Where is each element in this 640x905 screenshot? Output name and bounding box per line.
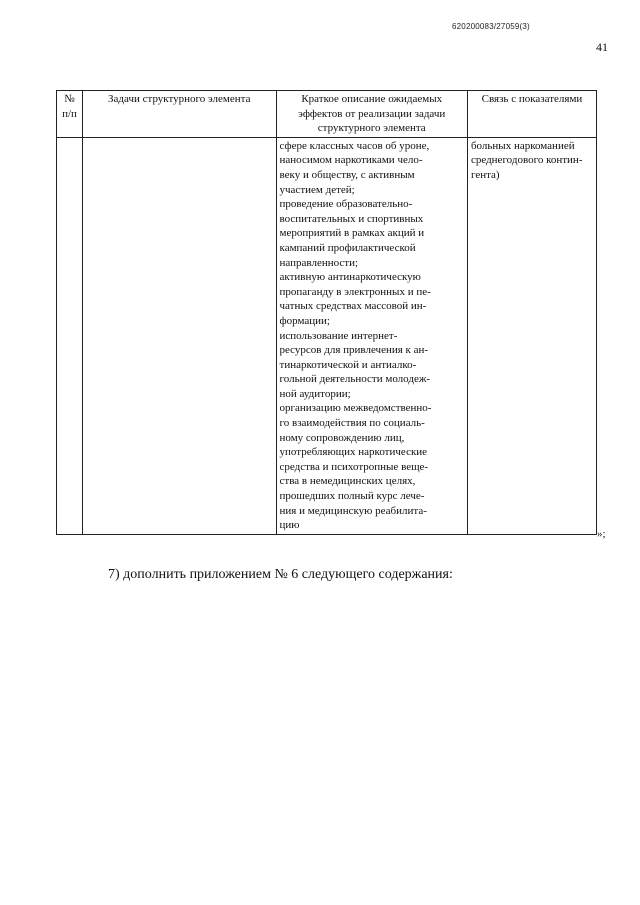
description-line: средства и психотропные веще- — [279, 460, 429, 473]
description-line: наносимом наркотиками чело- — [279, 154, 423, 167]
description-line: употребляющих наркотические — [279, 446, 428, 459]
indicator-line: среднегодового контин- — [470, 154, 583, 167]
description-line: го взаимодействия по социаль- — [279, 417, 425, 430]
description-line: формации; — [279, 314, 330, 327]
description-line: ния и медицинскую реабилита- — [279, 504, 427, 517]
description-line: гольной деятельности молодеж- — [279, 373, 431, 386]
description-line: цию — [279, 519, 300, 532]
page-number: 41 — [596, 40, 608, 54]
table-header-row — [57, 91, 597, 138]
description-line: ства в немедицинских целях, — [279, 475, 416, 488]
description-line: использование интернет- — [279, 329, 398, 342]
description-line: кампаний профилактической — [279, 241, 416, 254]
description-line: участием детей; — [279, 183, 355, 196]
indicator-line: гента) — [470, 168, 500, 181]
cell-number — [57, 137, 83, 534]
cell-description — [276, 137, 467, 534]
cell-task — [83, 137, 277, 534]
description-line: направленности; — [279, 256, 359, 269]
header-description: Краткое описание ожидаемых эффектов от реализации задачи структурного элемента — [276, 91, 467, 138]
description-line: веку и обществу, с активным — [279, 168, 415, 181]
description-line: прошедших полный курс лече- — [279, 490, 425, 503]
description-line: ному сопровождению лиц, — [279, 431, 405, 444]
description-line: пропаганду в электронных и пе- — [279, 285, 431, 298]
program-table — [56, 90, 597, 535]
header-indicators: Связь с показателями — [467, 91, 596, 138]
description-line: проведение образовательно- — [279, 198, 413, 211]
header-number: № п/п — [57, 91, 83, 138]
description-line: воспитательных и спортивных — [279, 212, 424, 225]
description-line: чатных средствах массовой ин- — [279, 300, 427, 313]
description-line: сфере классных часов об уроне, — [279, 139, 430, 152]
description-line: мероприятий в рамках акций и — [279, 227, 425, 240]
cell-indicators — [467, 137, 596, 534]
description-line: активную антинаркотическую — [279, 271, 421, 284]
amendment-text: 7) дополнить приложением № 6 следующего содержания: — [108, 567, 453, 582]
description-line: тинаркотической и антиалко- — [279, 358, 417, 371]
table-row — [57, 137, 597, 534]
document-code: 620200083/27059(3) — [452, 22, 530, 31]
indicator-line: больных наркоманией — [470, 139, 575, 152]
header-task: Задачи структурного элемента — [83, 91, 277, 138]
closing-quote: »; — [597, 528, 606, 540]
description-line: ной аудитории; — [279, 387, 351, 400]
description-line: ресурсов для привлечения к ан- — [279, 344, 429, 357]
description-line: организацию межведомственно- — [279, 402, 432, 415]
